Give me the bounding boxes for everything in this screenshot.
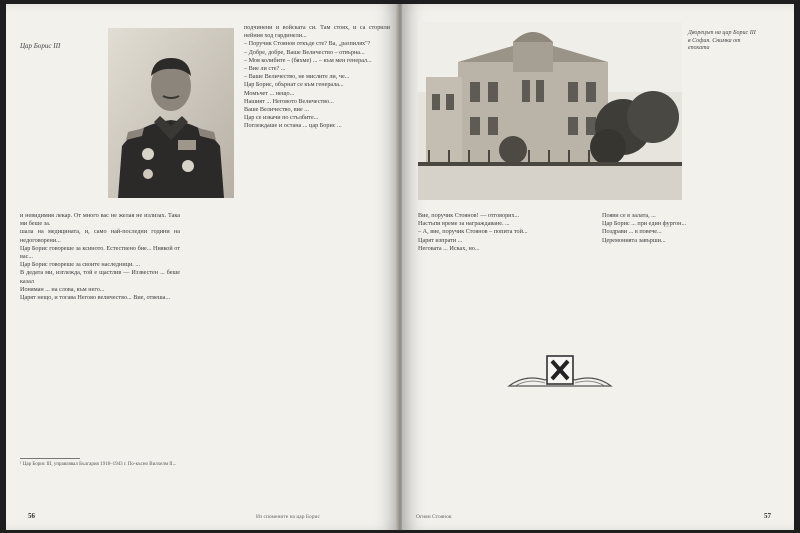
chapter-ornament-icon <box>505 352 615 392</box>
left-column-1: и невидимия лекар. От много вас не желая не излизах. Така ми беше за. шала на медицината, и, само най-последни години на недоговорени... Цар Борис говореше за ксиното. Естествено бие... Ниякой от вас... Цар Борис говореше за своите наследници. ... В дедата ми, изглежда, той е щастлив — Иззвестен ... беше казал Ионяман ... на слова, към него... Царят нещо, и тогава Негово величество... Вие, отвеша... <box>20 212 180 302</box>
footnote-rule <box>20 458 80 459</box>
footnote: ¹ Цар Борис III, управлявал България 1918–1943 г. По-късно Вилхелм II... <box>20 462 177 467</box>
right-column-2: Появи се в залата, ... Цар Борис ... при един фургон... Поздрави ... в повече... Церемонията завърши... <box>602 212 687 244</box>
running-head: Цар Борис III <box>20 42 61 50</box>
footer-right: Огнян Стоянов <box>416 514 452 520</box>
left-column-2: подчинени и войската си. Там стоях, и са сторили нейния ход гардинели... – Поручик Стоянов откъде сте? Ва, „разпилях"? – Добре, добре, Ваше Величество – отвърна... – Моя колибите – (бяхме) ... – към мен генерал... – Вие ли сте? ... – Ваше Величество, не мислите ли, че... Цар Борис, обърнат се към генерала... Момъчет ... нещо... Нашият ... Неговото Величество... Ваше Величество, вие ... Цар се изкачи по стълбите... Поглеждаше и остана ... цар Борис ... <box>244 24 390 130</box>
photo-caption: Дворецът на цар Борис III в София. Снимка от епохата <box>688 30 756 51</box>
right-column-1: Вие, поручик Стоянов! — отговорих... Настъпи време за награждаване. ... – А, вие, поручик Стоянов – попита той... Царят изпрати ... Неговата ... Исках, но... <box>418 212 528 252</box>
page-number-left: 56 <box>28 512 35 520</box>
footer-left: Из спомените на цар Борис <box>256 514 320 520</box>
left-page <box>6 4 398 530</box>
page-number-right: 57 <box>764 512 771 520</box>
palace-photo <box>418 22 682 200</box>
portrait-photo <box>108 28 234 198</box>
